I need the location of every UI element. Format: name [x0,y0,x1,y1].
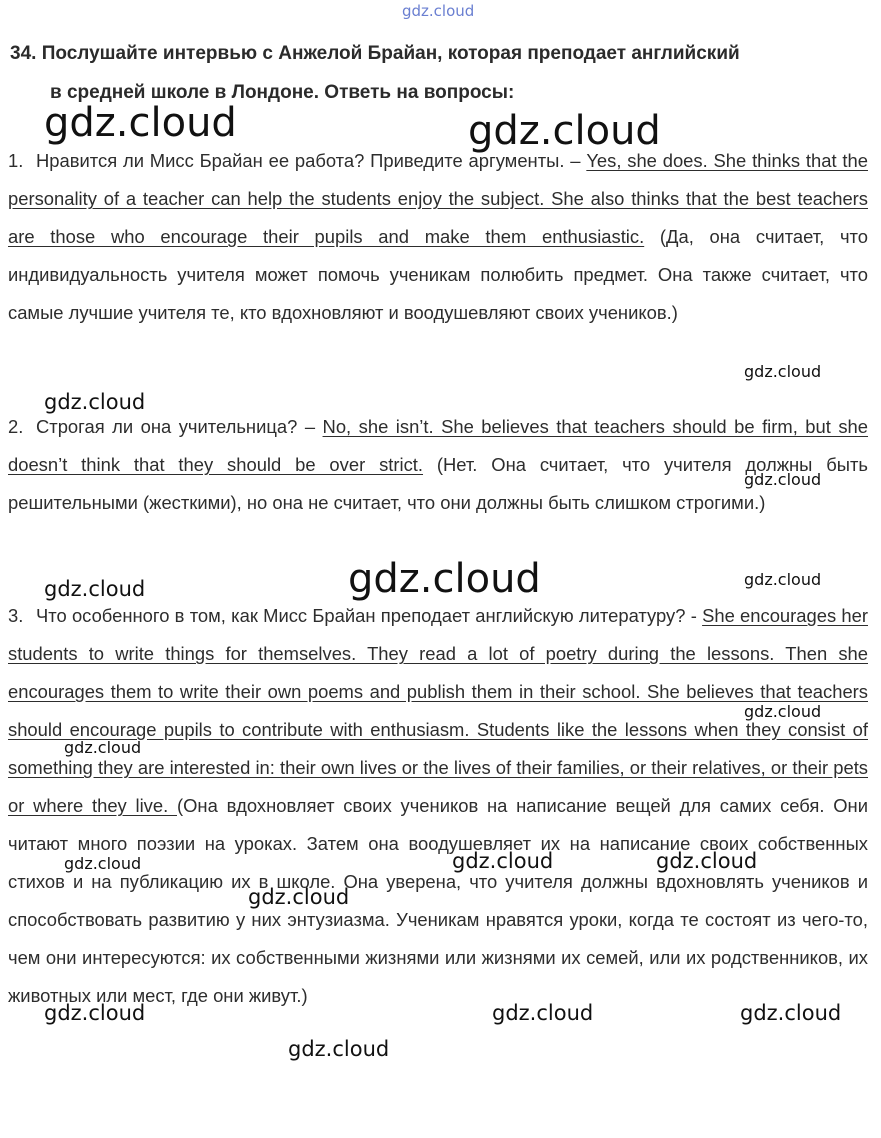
watermark: gdz.cloud [64,738,142,757]
answer-item-2 [8,408,868,522]
watermark: gdz.cloud [656,849,758,873]
watermark: gdz.cloud [248,885,350,909]
header-watermark: gdz.cloud [402,2,475,20]
question-text: Строгая ли она учительница? – [36,416,323,437]
translation-text: (Нет. Она считает, что учителя должны быть решительными (жесткими), но она не считает, что они должны быть слишком строгими.) [8,454,868,513]
item-number: 2. [8,416,24,437]
watermark: gdz.cloud [288,1037,390,1061]
watermark: gdz.cloud [452,849,554,873]
watermark: gdz.cloud [44,100,237,146]
question-text: Что особенного в том, как Мисс Брайан преподает английскую литературу? - [36,605,703,626]
watermark: gdz.cloud [64,854,142,873]
watermark: gdz.cloud [744,470,822,489]
answer-text: No, she isn’t. She believes that teachers should be firm, but she doesn’t think that they should be over strict. [8,416,869,475]
translation-text: (Она вдохновляет своих учеников на написание вещей для самих себя. Они читают много поэзии на уроках. Затем она воодушевляет их на написание своих собственных стихов и на публикацию их в школе. Она уверена, что учителя должны вдохновлять учеников и способствовать развитию у них энтузиазма. Ученикам нравятся уроки, когда те состоят из чего-то, чем они интересуются: их собственными жизнями или жизнями их семей, или их родственников, их животных или мест, где они живут.) [8,795,868,1006]
watermark: gdz.cloud [744,702,822,721]
watermark: gdz.cloud [468,108,661,154]
task-title-line2: в средней школе в Лондоне. Ответь на вопросы: [50,82,515,103]
answer-item-1 [8,142,868,332]
watermark: gdz.cloud [744,570,822,589]
task-number: 34. [10,43,37,64]
watermark: gdz.cloud [44,390,146,414]
watermark: gdz.cloud [740,1001,842,1025]
item-number: 3. [8,605,24,626]
watermark: gdz.cloud [492,1001,594,1025]
watermark: gdz.cloud [348,556,541,602]
watermark: gdz.cloud [44,1001,146,1025]
watermark: gdz.cloud [44,577,146,601]
translation-text: (Да, она считает, что индивидуальность учителя может помочь ученикам полюбить предмет. Она также считает, что самые лучшие учителя те, кто вдохновляют и воодушевляют своих учеников.) [8,226,868,323]
task-title-line1: Послушайте интервью с Анжелой Брайан, которая преподает английский [41,43,740,64]
question-text: Нравится ли Мисс Брайан ее работа? Приведите аргументы. – [36,150,587,171]
answer-text: Yes, she does. She thinks that the personality of a teacher can help the students enjoy the subject. She also thinks that the best teachers are those who encourage their pupils and make them enthusiastic. [8,150,868,247]
watermark: gdz.cloud [744,362,822,381]
item-number: 1. [8,150,24,171]
answer-item-3 [8,597,868,1015]
answer-text: She encourages her students to write things for themselves. They read a lot of poetry during the lessons. Then she encourages them to write their own poems and publish them in their school. She believes that teachers should encourage pupils to contribute with enthusiasm. Students like the lessons when they consist of something they are interested in: their own lives or the lives of their families, or their relatives, or their pets or where they live. [8,605,868,816]
